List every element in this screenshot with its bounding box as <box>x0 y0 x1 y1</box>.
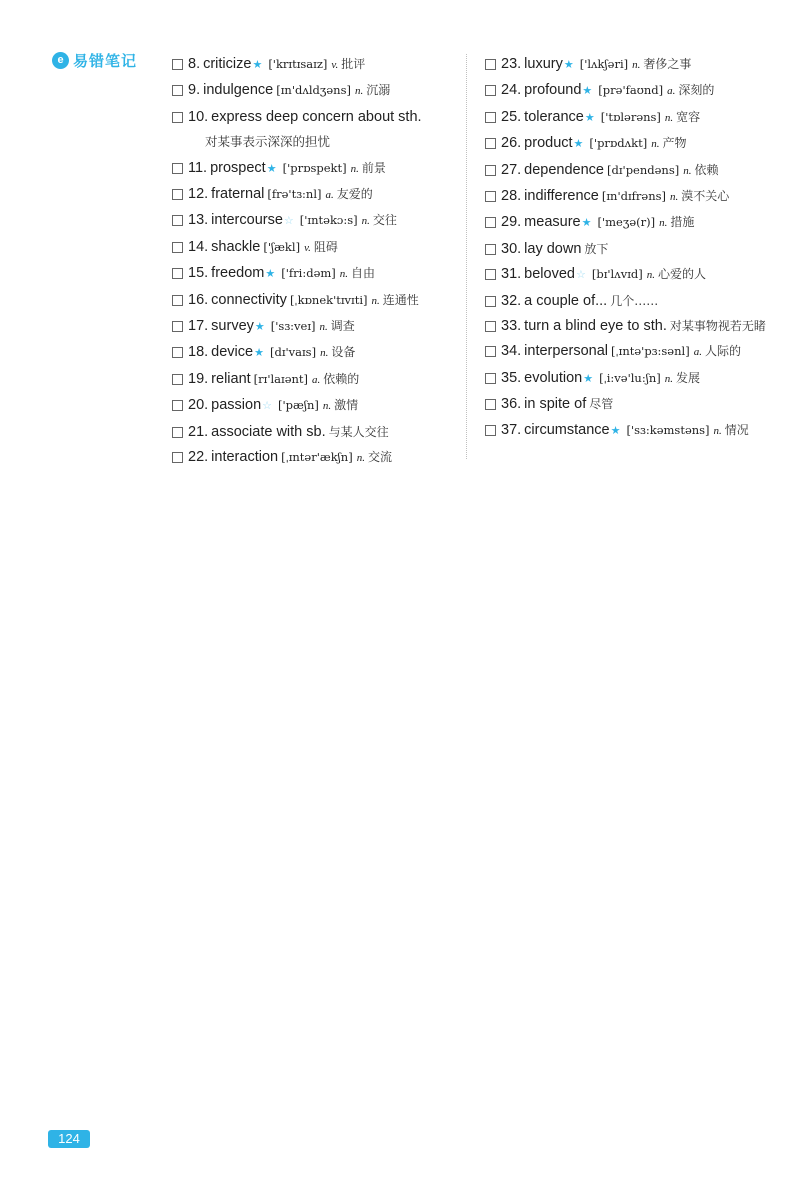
entry-phonetic: [bɪ'lʌvɪd] <box>591 267 643 282</box>
entry-number: 12. <box>188 186 209 203</box>
entry-phonetic: ['tɒlərəns] <box>600 109 661 124</box>
entry-word: intercourse <box>211 212 283 229</box>
vocab-entry <box>485 418 785 444</box>
entry-body <box>501 237 785 262</box>
entry-pos: a. <box>312 373 321 386</box>
vocab-entry <box>172 78 457 104</box>
entry-body <box>501 289 785 314</box>
star-icon: ★ <box>265 268 276 281</box>
entry-meaning: 产物 <box>662 136 687 151</box>
checkbox[interactable] <box>485 112 496 123</box>
entry-body <box>188 156 457 182</box>
vocab-entry <box>485 52 785 78</box>
entry-body <box>501 158 785 184</box>
vocab-entry <box>172 235 457 261</box>
vocab-entry <box>172 261 457 287</box>
entry-phonetic: ['ɪntəkɔ:s] <box>299 213 358 228</box>
entry-phonetic: ['ʃækl] <box>263 239 301 254</box>
entry-pos: n. <box>354 85 364 98</box>
checkbox[interactable] <box>172 427 183 438</box>
entry-pos: n. <box>320 347 329 360</box>
vocab-entry <box>172 367 457 393</box>
star-icon: ★ <box>583 372 594 385</box>
entry-pos: n. <box>319 321 328 334</box>
vocab-entry <box>172 182 457 208</box>
checkbox[interactable] <box>172 163 183 174</box>
entry-phonetic: [prə'faʊnd] <box>598 83 664 98</box>
entry-word: tolerance <box>524 108 584 125</box>
checkbox[interactable] <box>485 399 496 410</box>
entry-word: associate with sb. <box>211 423 326 440</box>
vocab-entry <box>485 339 785 365</box>
entry-phonetic: ['krɪtɪsaɪz] <box>268 57 328 71</box>
star-icon: ★ <box>581 217 592 230</box>
entry-word: fraternal <box>211 186 265 203</box>
entry-word: a couple of... <box>524 292 608 309</box>
checkbox[interactable] <box>485 373 496 384</box>
checkbox[interactable] <box>485 191 496 202</box>
vocab-entry <box>485 184 785 210</box>
entry-phonetic: ['sɜ:veɪ] <box>270 319 316 334</box>
checkbox[interactable] <box>485 269 496 280</box>
vocab-entry <box>172 340 457 366</box>
star-icon: ★ <box>254 347 264 360</box>
entry-word: in spite of <box>524 396 587 413</box>
star-icon: ★ <box>563 59 574 71</box>
entry-body <box>188 393 457 419</box>
entry-word: turn a blind eye to sth. <box>524 318 667 335</box>
star-icon: ★ <box>610 424 621 437</box>
entry-number: 14. <box>188 238 209 255</box>
entry-pos: a. <box>325 189 334 202</box>
star-icon: ★ <box>573 138 584 151</box>
entry-meaning: 漠不关心 <box>681 189 730 204</box>
entry-number: 9. <box>188 82 201 99</box>
star-icon: ☆ <box>575 269 586 282</box>
entry-meaning: 几个…… <box>610 293 659 308</box>
checkbox[interactable] <box>172 295 183 306</box>
entry-number: 22. <box>188 449 209 466</box>
entry-body <box>188 314 457 340</box>
entry-number: 24. <box>501 82 522 99</box>
entry-body <box>501 262 785 288</box>
vocab-entry <box>172 288 457 314</box>
entry-meaning: 尽管 <box>589 397 614 412</box>
entry-body <box>188 105 457 156</box>
entry-number: 25. <box>501 108 522 125</box>
entry-body <box>188 420 457 445</box>
entry-meaning: 发展 <box>675 370 700 385</box>
entry-word: interpersonal <box>524 343 608 360</box>
entry-pos: n. <box>646 269 655 282</box>
entry-phonetic: ['prɒspekt] <box>282 160 347 175</box>
entry-word: freedom <box>211 265 265 282</box>
entry-number: 19. <box>188 370 209 387</box>
entry-pos: n. <box>371 294 380 307</box>
entry-number: 23. <box>501 56 522 72</box>
entry-pos: v. <box>331 59 339 71</box>
entry-phonetic: [rɪ'laɪənt] <box>253 371 309 386</box>
entry-number: 26. <box>501 135 522 152</box>
entry-number: 15. <box>188 265 209 282</box>
vocab-entry <box>485 78 785 104</box>
entry-number: 37. <box>501 421 522 438</box>
entry-word: measure <box>524 214 581 231</box>
entry-phonetic: [ˌi:və'lu:ʃn] <box>599 370 661 385</box>
vocab-column-left <box>172 52 457 472</box>
entry-meaning: 前景 <box>361 160 386 175</box>
entry-meaning: 沉溺 <box>366 83 391 98</box>
checkbox[interactable] <box>172 112 183 123</box>
entry-meaning: 放下 <box>584 241 609 256</box>
vocab-entry <box>172 393 457 419</box>
entry-number: 34. <box>501 343 522 360</box>
checkbox[interactable] <box>172 85 183 96</box>
entry-body <box>501 78 785 104</box>
star-icon: ☆ <box>262 400 273 413</box>
entry-number: 16. <box>188 291 209 308</box>
entry-meaning: 与某人交往 <box>328 424 389 439</box>
entry-body <box>501 131 785 157</box>
entry-number: 10. <box>188 108 209 125</box>
entry-pos: n. <box>664 372 673 385</box>
checkbox[interactable] <box>172 215 183 226</box>
entry-meaning: 奢侈之事 <box>643 57 692 71</box>
entry-body <box>188 208 457 234</box>
vocab-column-right <box>485 52 785 444</box>
entry-number: 27. <box>501 161 522 178</box>
vocab-entry <box>485 237 785 262</box>
entry-body <box>501 105 785 131</box>
entry-body <box>501 52 785 78</box>
entry-body <box>501 418 785 444</box>
entry-word: evolution <box>524 369 583 386</box>
checkbox[interactable] <box>485 138 496 149</box>
entry-number: 13. <box>188 212 209 229</box>
entry-number: 31. <box>501 266 522 283</box>
entry-body <box>188 235 457 261</box>
vocab-entry <box>485 105 785 131</box>
entry-body <box>501 339 785 365</box>
entry-number: 17. <box>188 318 209 335</box>
vocab-entry <box>485 314 785 339</box>
checkbox[interactable] <box>485 59 496 70</box>
star-icon: ★ <box>266 162 277 175</box>
entry-meaning: 措施 <box>670 215 695 230</box>
vocab-entry <box>485 392 785 417</box>
checkbox[interactable] <box>172 189 183 200</box>
entry-body <box>188 340 457 366</box>
entry-pos: n. <box>670 191 679 204</box>
entry-word: interaction <box>211 449 279 466</box>
checkbox[interactable] <box>485 425 496 436</box>
vocab-entry <box>172 445 457 471</box>
entry-number: 30. <box>501 240 522 257</box>
entry-number: 20. <box>188 397 209 414</box>
entry-pos: n. <box>683 164 692 177</box>
entry-body <box>188 78 457 104</box>
entry-meaning: 心爱的人 <box>657 267 706 282</box>
entry-body <box>501 314 785 339</box>
entry-phonetic: [frə'tɜ:nl] <box>267 187 322 202</box>
entry-word: profound <box>524 82 582 99</box>
entry-meaning: 依赖 <box>694 162 719 177</box>
checkbox[interactable] <box>485 244 496 255</box>
entry-word: criticize <box>203 56 252 72</box>
vocab-entry <box>172 208 457 234</box>
entry-meaning: 批评 <box>341 57 366 71</box>
vocab-entry <box>485 289 785 314</box>
entry-body <box>501 392 785 417</box>
checkbox[interactable] <box>172 268 183 279</box>
entry-phonetic: [ˌɪntə'pɜ:sənl] <box>611 344 690 359</box>
entry-phonetic: ['prɒdʌkt] <box>589 136 648 151</box>
entry-word: dependence <box>524 161 604 178</box>
entry-body <box>501 210 785 236</box>
entry-meaning: 情况 <box>724 422 749 437</box>
entry-meaning: 交往 <box>372 213 397 228</box>
star-icon: ★ <box>254 321 265 334</box>
entry-number: 29. <box>501 214 522 231</box>
column-divider <box>466 54 467 459</box>
entry-word: indulgence <box>203 82 274 99</box>
entry-word: beloved <box>524 266 575 283</box>
checkbox[interactable] <box>172 374 183 385</box>
entry-phonetic: ['lʌkʃəri] <box>579 57 629 71</box>
entry-pos: v. <box>304 241 311 254</box>
entry-body <box>188 261 457 287</box>
vocab-entry <box>485 262 785 288</box>
entry-meaning: 自由 <box>351 266 376 281</box>
entry-body <box>188 182 457 208</box>
checkbox[interactable] <box>485 346 496 357</box>
entry-word: connectivity <box>211 291 287 308</box>
star-icon: ★ <box>584 111 595 124</box>
checkbox[interactable] <box>172 59 183 70</box>
entry-word: product <box>524 135 573 152</box>
vocab-entry <box>172 52 457 78</box>
entry-word: prospect <box>210 159 266 176</box>
entry-meaning: 对某事物视若无睹 <box>669 319 766 334</box>
entry-phonetic: [dɪ'pendəns] <box>607 162 680 177</box>
entry-meaning-line: 对某事表示深深的担忧 <box>205 135 331 150</box>
entry-number: 33. <box>501 318 522 335</box>
checkbox[interactable] <box>172 321 183 332</box>
entry-meaning: 交流 <box>367 450 392 465</box>
checkbox[interactable] <box>485 165 496 176</box>
entry-pos: n. <box>361 215 370 228</box>
entry-number: 36. <box>501 396 522 413</box>
entry-meaning: 阻碍 <box>313 239 338 254</box>
brand-logo <box>52 50 137 71</box>
star-icon: ★ <box>252 59 263 71</box>
entry-pos: n. <box>664 111 674 124</box>
entry-number: 21. <box>188 423 209 440</box>
entry-meaning: 宽容 <box>676 109 701 124</box>
entry-phonetic: ['meʒə(r)] <box>597 215 656 230</box>
entry-word: luxury <box>524 56 563 72</box>
entry-phonetic: ['pæʃn] <box>278 398 319 413</box>
logo-text: 易错笔记 <box>73 52 138 70</box>
checkbox[interactable] <box>485 217 496 228</box>
entry-body <box>188 445 457 471</box>
vocab-entry <box>172 105 457 156</box>
entry-number: 11. <box>188 159 208 176</box>
entry-pos: a. <box>693 346 702 359</box>
entry-phonetic: [ˌkɒnek'tɪvɪti] <box>289 292 368 307</box>
entry-word: express deep concern about sth. <box>211 108 422 125</box>
entry-word: shackle <box>211 238 261 255</box>
page-number: 124 <box>48 1130 90 1148</box>
entry-number: 18. <box>188 344 209 361</box>
star-icon: ☆ <box>283 215 294 228</box>
entry-word: indifference <box>524 188 599 205</box>
entry-meaning: 依赖的 <box>323 371 360 386</box>
entry-pos: n. <box>322 400 332 413</box>
entry-meaning: 连通性 <box>382 292 419 307</box>
entry-phonetic: ['sɜ:kəmstəns] <box>626 422 710 437</box>
entry-body <box>188 52 457 78</box>
checkbox[interactable] <box>485 85 496 96</box>
entry-number: 32. <box>501 292 522 309</box>
entry-word: passion <box>211 397 262 414</box>
entry-pos: n. <box>713 424 722 437</box>
vocab-entry <box>172 314 457 340</box>
entry-meaning: 调查 <box>330 319 355 334</box>
entry-meaning: 激情 <box>334 398 359 413</box>
vocab-entry <box>172 156 457 182</box>
checkbox[interactable] <box>172 242 183 253</box>
checkbox[interactable] <box>172 400 183 411</box>
vocab-entry <box>172 420 457 445</box>
entry-word: device <box>211 344 254 361</box>
checkbox[interactable] <box>172 347 183 358</box>
entry-body <box>501 184 785 210</box>
entry-pos: n. <box>651 138 660 151</box>
entry-meaning: 人际的 <box>704 344 741 359</box>
vocab-entry <box>485 210 785 236</box>
entry-phonetic: [dɪ'vaɪs] <box>269 345 317 360</box>
logo-icon: e <box>52 52 69 69</box>
entry-pos: n. <box>339 268 349 281</box>
entry-pos: n. <box>356 452 365 465</box>
entry-number: 35. <box>501 369 522 386</box>
entry-body <box>501 366 785 392</box>
entry-meaning: 深刻的 <box>678 83 715 98</box>
checkbox[interactable] <box>485 296 496 307</box>
entry-pos: n. <box>350 162 359 175</box>
entry-meaning: 设备 <box>331 345 356 360</box>
checkbox[interactable] <box>172 452 183 463</box>
vocab-entry <box>485 158 785 184</box>
entry-phonetic: [ɪn'dɪfrəns] <box>601 189 667 204</box>
entry-word: lay down <box>524 240 582 257</box>
entry-word: reliant <box>211 370 251 387</box>
entry-number: 8. <box>188 56 201 72</box>
entry-phonetic: ['fri:dəm] <box>281 266 336 281</box>
entry-body <box>188 367 457 393</box>
entry-phonetic: [ˌɪntər'ækʃn] <box>281 450 353 465</box>
entry-word: survey <box>211 318 254 335</box>
vocab-entry <box>485 366 785 392</box>
entry-number: 28. <box>501 188 522 205</box>
checkbox[interactable] <box>485 321 496 332</box>
entry-phonetic: [ɪn'dʌldʒəns] <box>276 83 351 98</box>
entry-body <box>188 288 457 314</box>
entry-meaning: 友爱的 <box>336 187 373 202</box>
star-icon: ★ <box>582 85 593 98</box>
entry-pos: n. <box>659 217 668 230</box>
entry-word: circumstance <box>524 421 610 438</box>
vocab-entry <box>485 131 785 157</box>
entry-pos: n. <box>632 59 641 71</box>
entry-pos: a. <box>667 85 676 98</box>
